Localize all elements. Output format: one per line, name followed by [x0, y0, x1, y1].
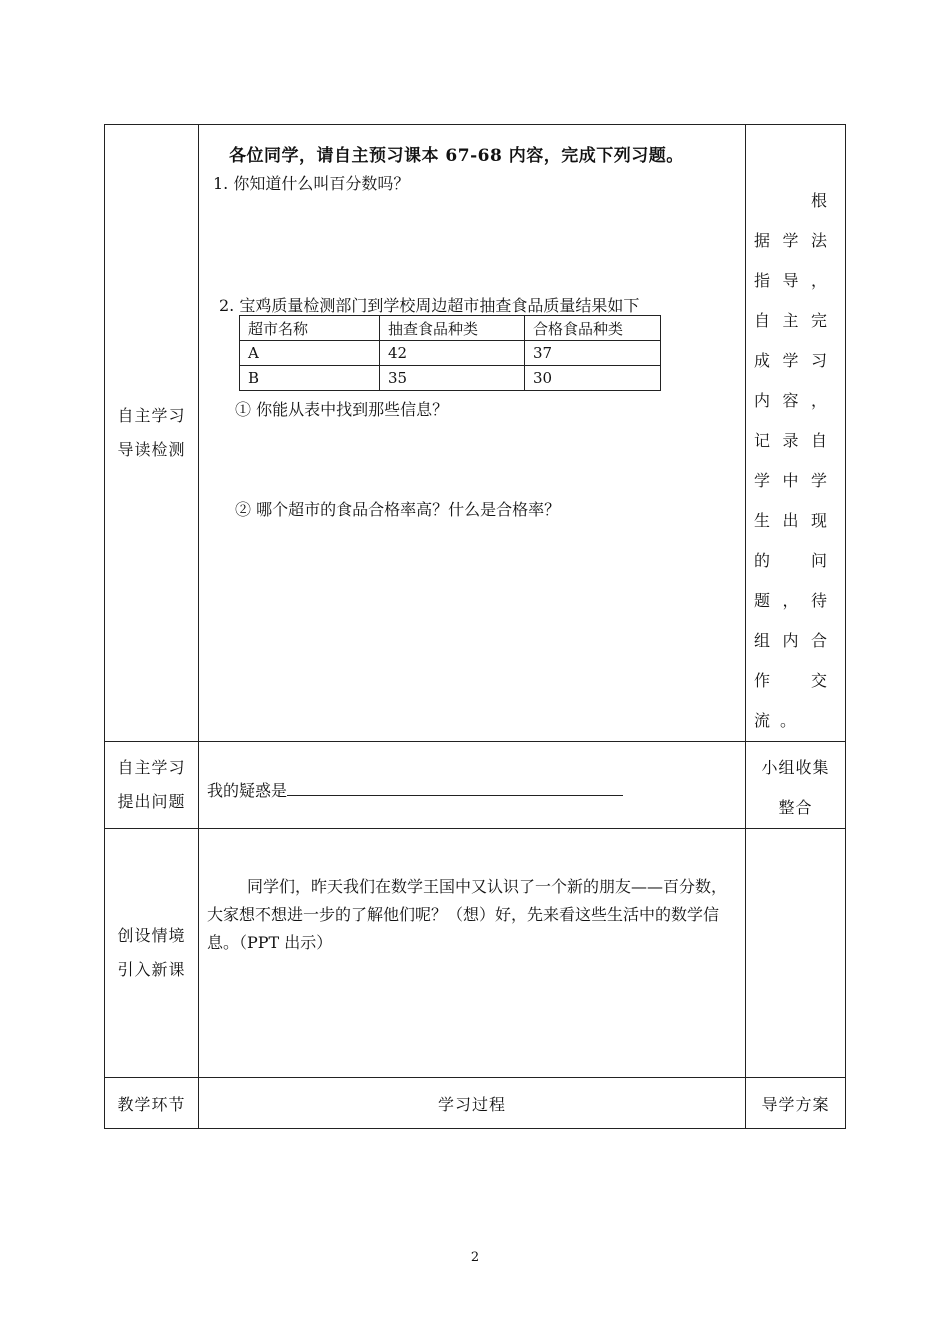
row-header	[105, 1078, 846, 1129]
intro-content	[199, 829, 746, 1078]
header-learning-process: 学习过程	[199, 1078, 746, 1129]
row-self-study	[105, 125, 846, 742]
supermarket-table	[239, 315, 661, 391]
label-questions: 自主学习 提出问题	[105, 742, 199, 829]
answer-blank	[287, 781, 623, 796]
questions-content	[199, 742, 746, 829]
table-header: 合格食品种类	[525, 316, 661, 341]
sub-question-2: ② 哪个超市的食品合格率高？什么是合格率？	[235, 500, 561, 519]
self-study-heading: 各位同学，请自主预习课本 67-68 内容，完成下列习题。	[229, 146, 684, 166]
intro-paragraph: 同学们，昨天我们在数学王国中又认识了一个新的朋友——百分数，大家想不想进一步的了解他们呢？（想）好，先来看这些生活中的数学信息。（PPT 出示）	[207, 877, 728, 952]
table-cell: B	[240, 366, 380, 391]
sub-question-1: ① 你能从表中找到那些信息？	[235, 400, 449, 419]
self-study-content	[199, 125, 746, 742]
doubt-line: 我的疑惑是	[207, 778, 623, 801]
table-cell: 37	[525, 341, 661, 366]
guide-self-study: 根据学法指导，自主完成学习内容，记录自学中学生出现的问题，待组内合作交流。	[746, 125, 846, 742]
table-header: 超市名称	[240, 316, 380, 341]
page-number: 2	[470, 1250, 480, 1265]
label-intro: 创设情境 引入新课	[105, 829, 199, 1078]
table-cell: A	[240, 341, 380, 366]
table-header-row	[240, 316, 661, 341]
question-1: 1. 你知道什么叫百分数吗？	[213, 174, 410, 193]
row-questions	[105, 742, 846, 829]
table-row	[240, 341, 661, 366]
table-cell: 30	[525, 366, 661, 391]
header-guide-plan: 导学方案	[746, 1078, 846, 1129]
lesson-table	[104, 124, 846, 1129]
guide-intro	[746, 829, 846, 1078]
header-teaching-stage: 教学环节	[105, 1078, 199, 1129]
guide-questions: 小组收集 整合	[746, 742, 846, 829]
question-2: 2. 宝鸡质量检测部门到学校周边超市抽查食品质量结果如下	[219, 296, 640, 315]
table-cell: 42	[380, 341, 525, 366]
label-self-study: 自主学习 导读检测	[105, 125, 199, 742]
table-cell: 35	[380, 366, 525, 391]
table-row	[240, 366, 661, 391]
table-header: 抽查食品种类	[380, 316, 525, 341]
row-intro	[105, 829, 846, 1078]
